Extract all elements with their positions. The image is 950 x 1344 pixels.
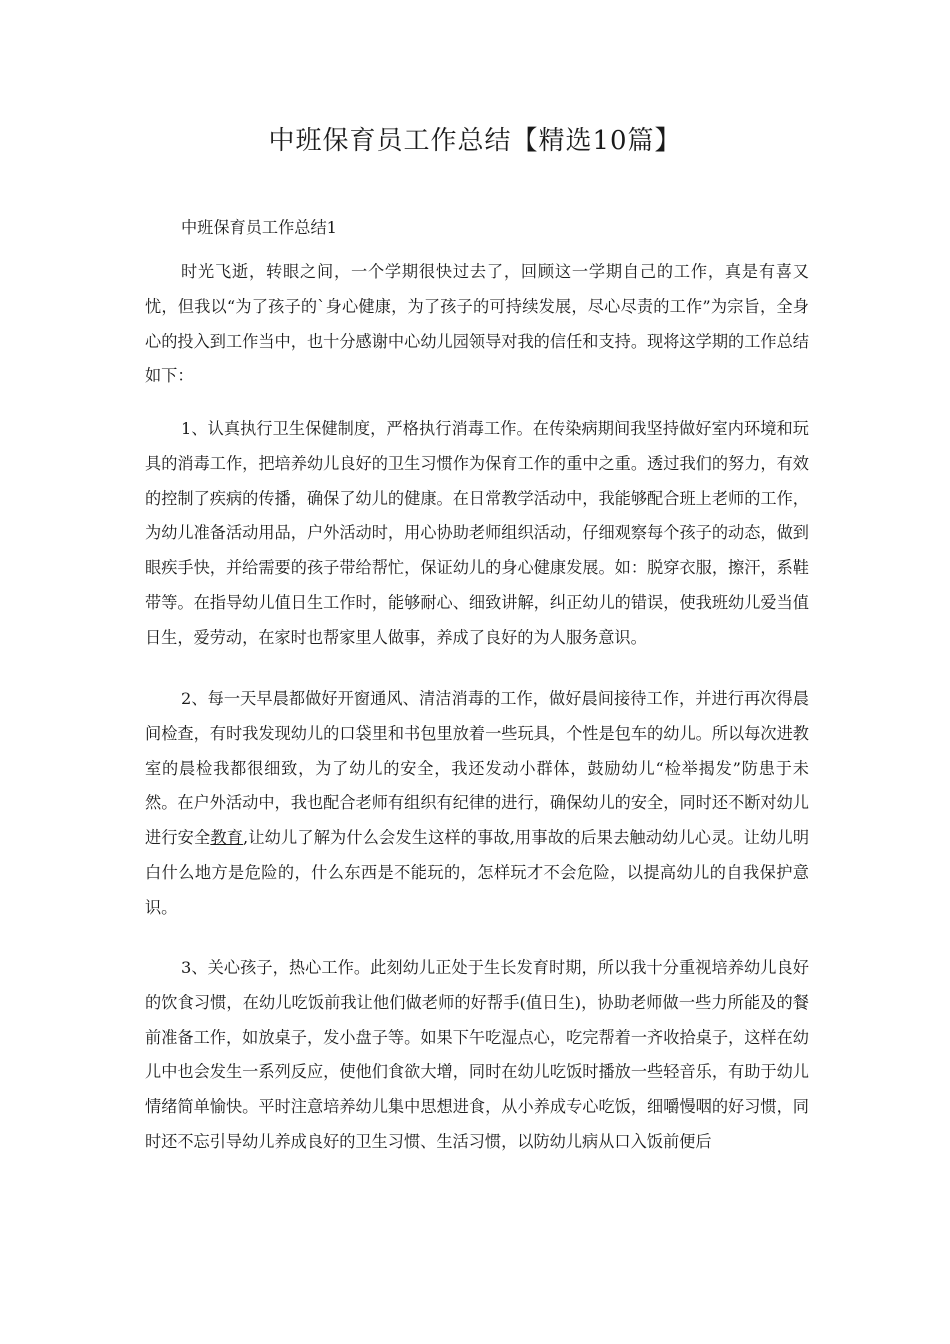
paragraph-item-2-text-a: 2、每一天早晨都做好开窗通风、清洁消毒的工作，做好晨间接待工作，并进行再次得晨间检查，有时我发现幼儿的口袋里和书包里放着一些玩具，个性是包车的幼儿。所以每次进教室的晨检我都很细致，为了幼儿的安全，我还发动小群体，鼓励幼儿“检举揭发”防患于未然。在户外活动中，我也配合老师有组织有纪律的进行，确保幼儿的安全，同时还不断对幼儿进行安全 xyxy=(145,689,809,848)
paragraph-item-2 xyxy=(145,682,809,926)
document-title: 中班保育员工作总结【精选10篇】 xyxy=(268,126,682,156)
paragraph-intro: 时光飞逝，转眼之间，一个学期很快过去了，回顾这一学期自己的工作，真是有喜又忧，但我以“为了孩子的`身心健康，为了孩子的可持续发展，尽心尽责的工作”为宗旨，全身心的投入到工作当中，也十分感谢中心幼儿园领导对我的信任和支持。现将这学期的工作总结如下： xyxy=(145,262,809,386)
section-heading: 中班保育员工作总结1 xyxy=(181,218,337,237)
paragraph-item-1: 1、认真执行卫生保健制度，严格执行消毒工作。在传染病期间我坚持做好室内环境和玩具的消毒工作，把培养幼儿良好的卫生习惯作为保育工作的重中之重。透过我们的努力，有效的控制了疾病的传播，确保了幼儿的健康。在日常教学活动中，我能够配合班上老师的工作，为幼儿准备活动用品，户外活动时，用心协助老师组织活动，仔细观察每个孩子的动态，做到眼疾手快，并给需要的孩子带给帮忙，保证幼儿的身心健康发展。如：脱穿衣服，擦汗，系鞋带等。在指导幼儿值日生工作时，能够耐心、细致讲解，纠正幼儿的错误，使我班幼儿爱当值日生，爱劳动，在家时也帮家里人做事，养成了良好的为人服务意识。 xyxy=(145,419,809,647)
education-link[interactable]: 教育 xyxy=(210,828,244,848)
paragraph-item-3: 3、关心孩子，热心工作。此刻幼儿正处于生长发育时期，所以我十分重视培养幼儿良好的饮食习惯，在幼儿吃饭前我让他们做老师的好帮手(值日生)，协助老师做一些力所能及的餐前准备工作，如放桌子，发小盘子等。如果下午吃湿点心，吃完帮着一齐收拾桌子，这样在幼儿中也会发生一系列反应，使他们食欲大增，同时在幼儿吃饭时播放一些轻音乐，有助于幼儿情绪简单愉快。平时注意培养幼儿集中思想进食，从小养成专心吃饭，细嚼慢咽的好习惯，同时还不忘引导幼儿养成良好的卫生习惯、生活习惯，以防幼儿病从口入饭前便后 xyxy=(145,958,809,1151)
paragraph-item-2-text-b: ,让幼儿了解为什么会发生这样的事故,用事故的后果去触动幼儿心灵。让幼儿明白什么地方是危险的，什么东西是不能玩的，怎样玩才不会危险，以提高幼儿的自我保护意识。 xyxy=(145,828,810,917)
